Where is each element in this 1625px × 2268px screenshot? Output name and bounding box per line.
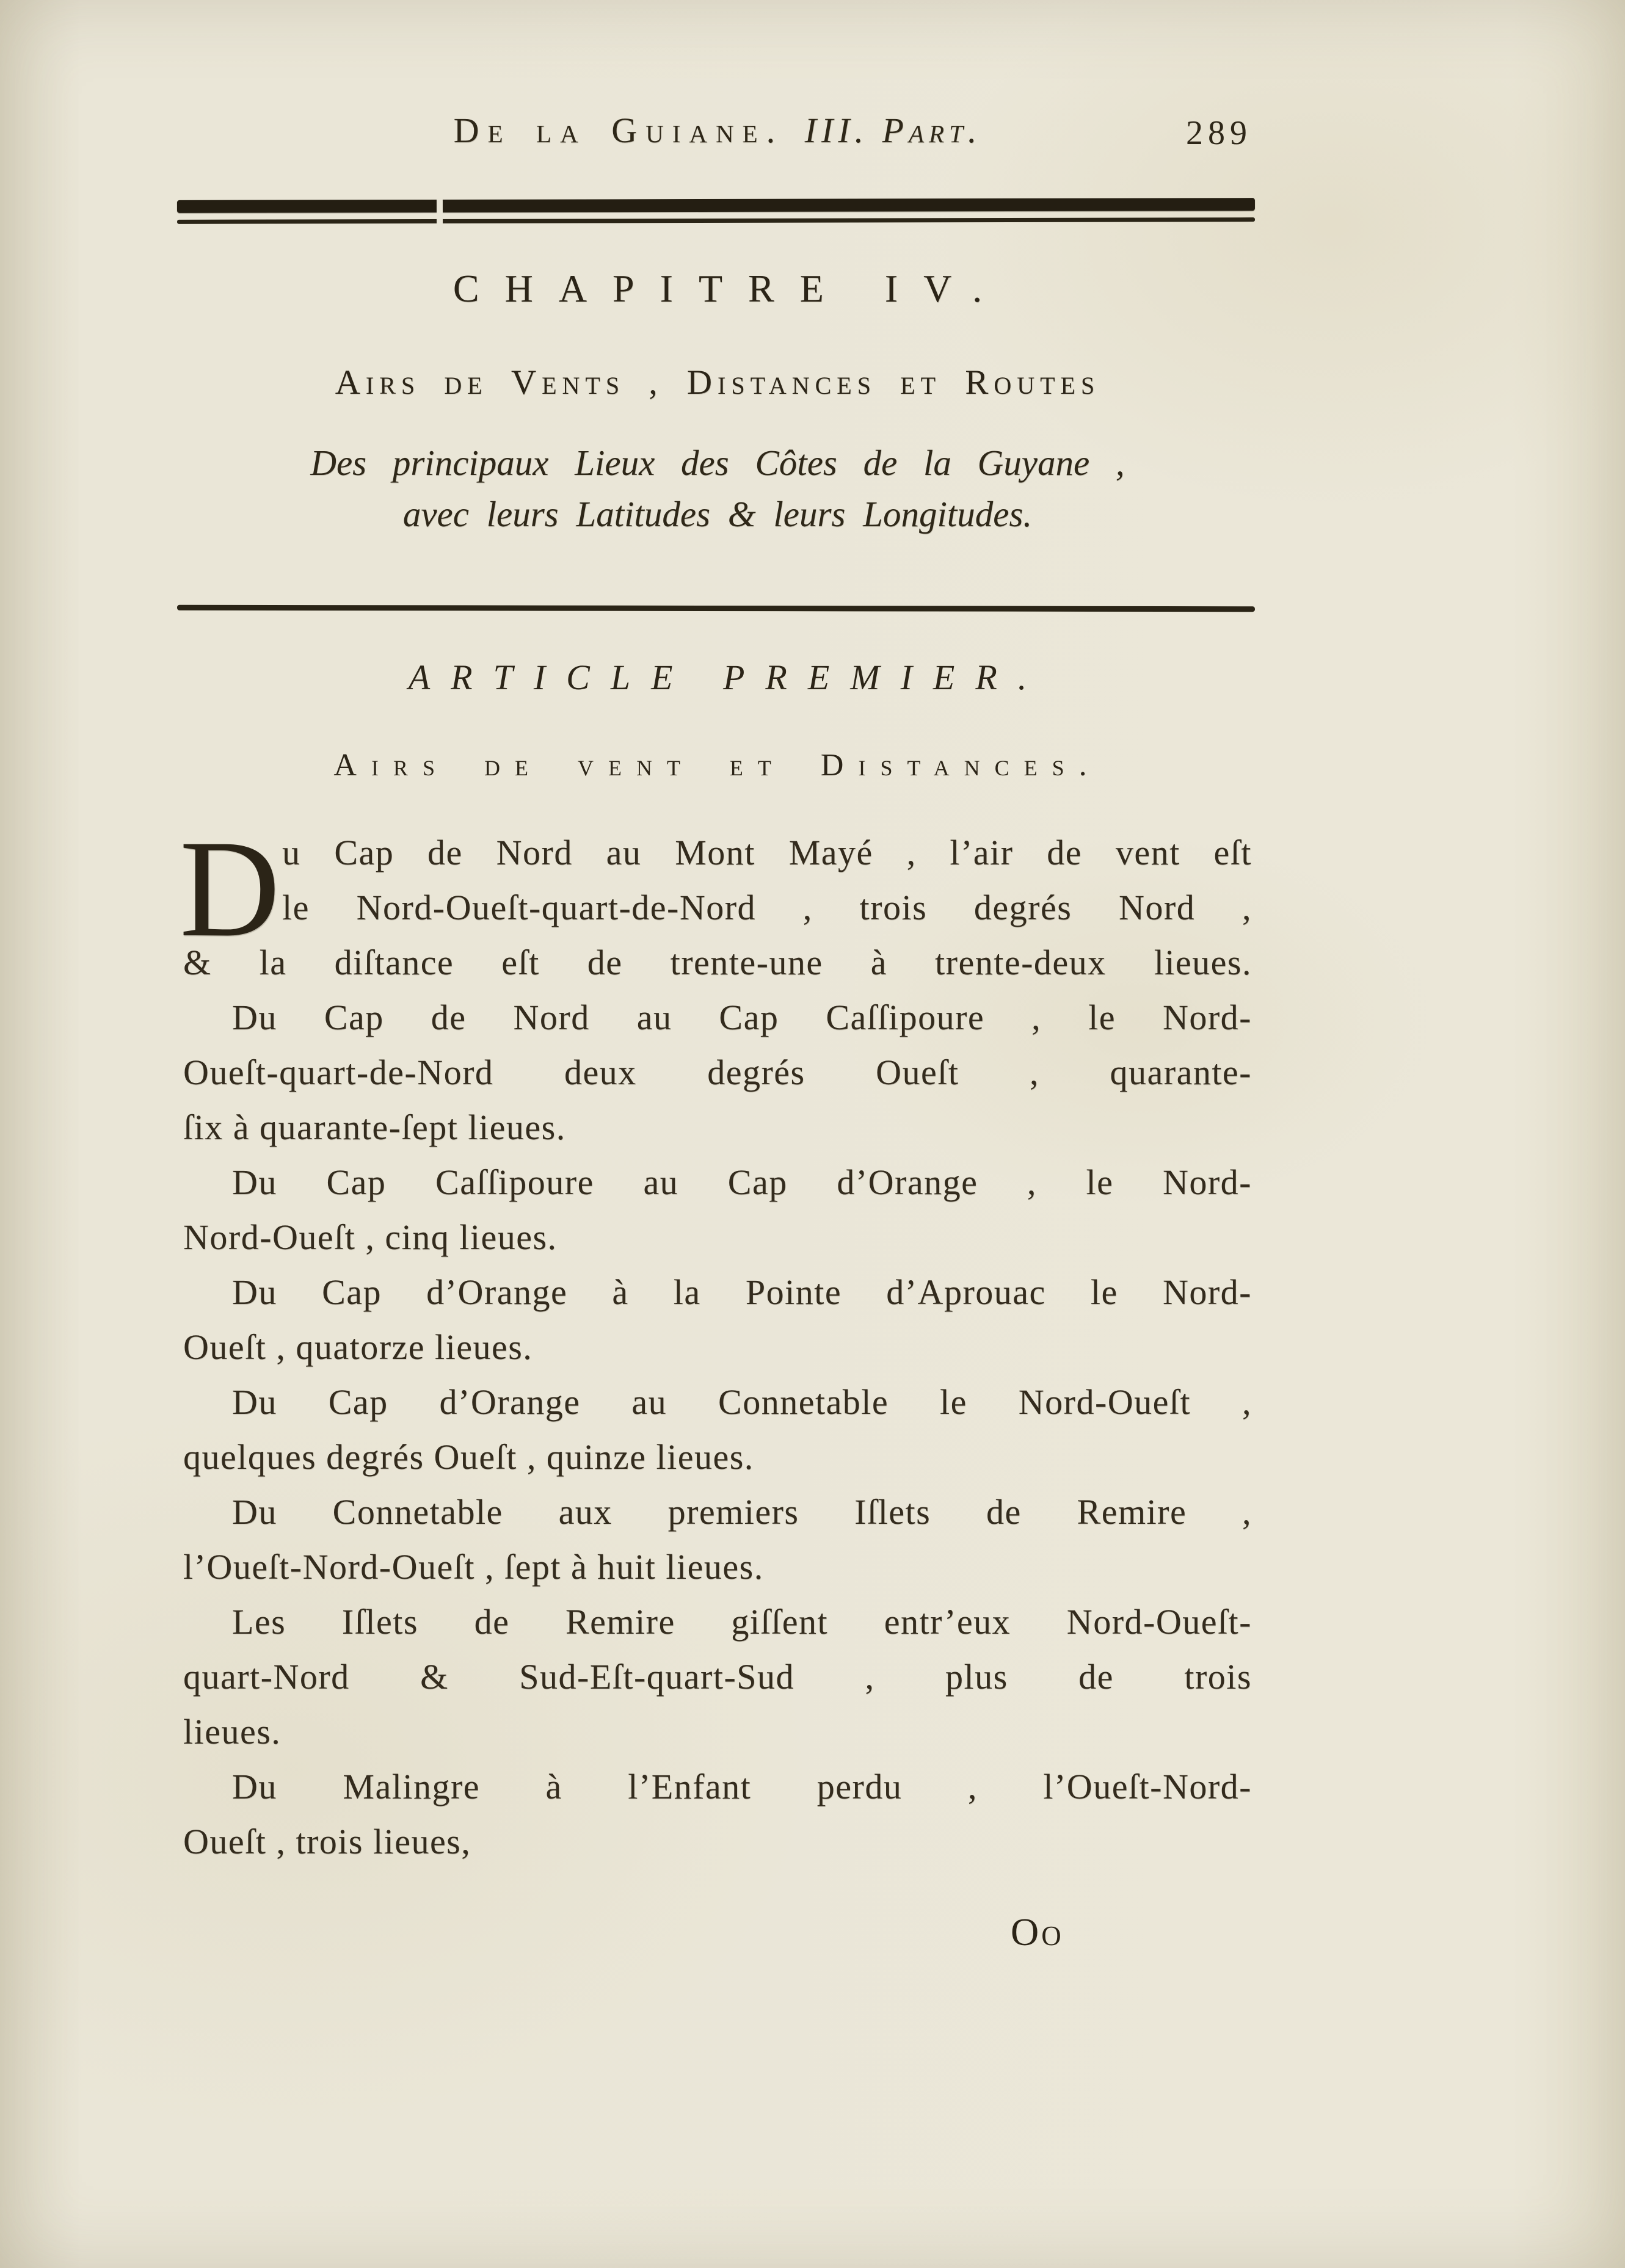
subtitle-line-2: avec leurs Latitudes & leurs Longitudes. <box>402 494 1033 534</box>
article-heading: ARTICLE PREMIER. <box>408 658 1048 697</box>
divider-rule <box>177 605 1255 612</box>
drop-cap: D <box>180 812 280 966</box>
rule-gap <box>437 198 443 230</box>
body-line: ſix à quarante-ſept lieues. <box>183 1107 566 1147</box>
body-line: Du Malingre à l’Enfant perdu , l’Oueſt-Nord- <box>232 1767 1252 1806</box>
body-line: le Nord-Oueſt-quart-de-Nord , trois degrés Nord , <box>282 888 1252 927</box>
subtitle-line-1: Des principaux Lieux des Côtes de la Guyane , <box>310 443 1125 483</box>
rule-line-thick <box>177 198 1255 213</box>
body-line: Oueſt-quart-de-Nord deux degrés Oueſt , quarante- <box>183 1052 1252 1092</box>
body-line: Du Cap d’Orange à la Pointe d’Aprouac le Nord- <box>232 1272 1252 1312</box>
section-title: Airs de Vents , Distances et Routes <box>335 363 1100 402</box>
body-line: Oueſt , quatorze lieues. <box>183 1327 533 1367</box>
rule-line-thin <box>177 217 1255 224</box>
body-line: Du Connetable aux premiers Iſlets de Remire , <box>232 1492 1252 1532</box>
body-line: quart-Nord & Sud-Eſt-quart-Sud , plus de trois <box>183 1657 1252 1697</box>
body-text <box>183 825 1252 1869</box>
page-number: 289 <box>1186 114 1252 152</box>
body-line: u Cap de Nord au Mont Mayé , l’air de vent eſt <box>282 833 1252 872</box>
running-title-part: III. Part. <box>804 111 982 150</box>
running-title: De la Guiane. <box>453 111 784 150</box>
body-line: l’Oueſt-Nord-Oueſt , ſept à huit lieues. <box>183 1547 764 1587</box>
article-subheading: Airs de vent et Distances. <box>333 748 1102 783</box>
double-rule <box>177 198 1255 231</box>
signature-mark: Oo <box>1011 1910 1064 1954</box>
chapter-title: CHAPITRE IV. <box>453 267 1008 310</box>
body-line: quelques degrés Oueſt , quinze lieues. <box>183 1437 754 1477</box>
body-line: Oueſt , trois lieues, <box>183 1822 471 1861</box>
body-line: Du Cap Caſſipoure au Cap d’Orange , le Nord- <box>232 1162 1252 1202</box>
body-line: Les Iſlets de Remire giſſent entr’eux Nord-Oueſt- <box>232 1602 1252 1642</box>
body-line: Du Cap de Nord au Cap Caſſipoure , le Nord- <box>232 998 1252 1037</box>
body-line: Nord-Oueſt , cinq lieues. <box>183 1217 558 1257</box>
body-line: Du Cap d’Orange au Connetable le Nord-Oueſt , <box>232 1382 1252 1422</box>
body-line: lieues. <box>183 1712 282 1752</box>
body-line: & la diſtance eſt de trente-une à trente-deux lieues. <box>183 943 1252 982</box>
